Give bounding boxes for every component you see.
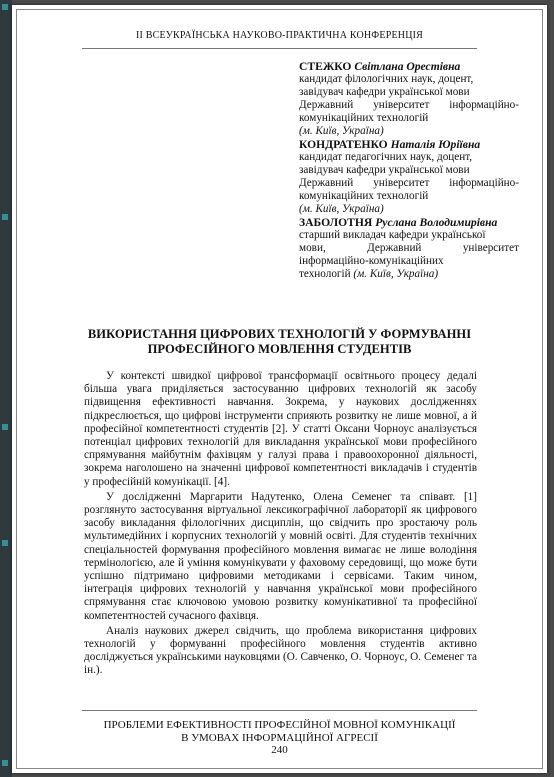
author-affiliation-line: завідувач кафедри української мови (299, 86, 470, 98)
author-affiliation-line: старший викладач кафедри української (299, 229, 486, 241)
author-affiliation-text: технологій (299, 268, 351, 280)
author-given-name: Світлана Орестівна (354, 60, 461, 73)
author-surname: ЗАБОЛОТНЯ (299, 216, 373, 229)
header-rule (82, 48, 477, 49)
strip-marker (2, 760, 8, 766)
author-affiliation-line: інформаційно-комунікаційних (299, 255, 444, 267)
author-given-name: Наталія Юріївна (390, 138, 481, 151)
author-affiliation-line (299, 268, 519, 281)
author-surname: СТЕЖКО (299, 60, 352, 73)
author-name (299, 60, 519, 73)
author-city: (м. Київ, Україна) (299, 125, 384, 137)
page-number: 240 (271, 744, 288, 756)
author-affiliation-line: кандидат філологічних наук, доцент, (299, 73, 474, 85)
running-footer (82, 719, 477, 757)
author-affiliation-line: комунікаційних технологій (299, 112, 429, 124)
article-title-line: ВИКОРИСТАННЯ ЦИФРОВИХ ТЕХНОЛОГІЙ У ФОРМУВАННІ (87, 327, 472, 341)
strip-marker (2, 540, 8, 546)
authors-block (299, 60, 519, 281)
author-affiliation-line: Державний університет інформаційно- (299, 177, 519, 189)
footer-rule (82, 710, 477, 711)
author-affiliation-line: завідувач кафедри української мови (299, 164, 470, 176)
document-page (12, 5, 547, 773)
author-affiliation-line: комунікаційних технологій (299, 190, 429, 202)
strip-marker (2, 4, 8, 10)
author-surname: КОНДРАТЕНКО (299, 138, 388, 151)
article-body (84, 370, 477, 680)
author-2 (299, 138, 519, 216)
author-affiliation-line: мови, Державний університет (299, 242, 519, 254)
window-left-strip (0, 0, 12, 777)
body-paragraph: Аналіз наукових джерел свідчить, що проблема використання цифрових технологій у формуванні професійного мовлення студентів активно досліджується українськими науковцями (О. Савченко, О. Чорноус, О. Семенег та ін.). (84, 624, 477, 677)
author-given-name: Руслана Володимирівна (375, 216, 498, 229)
author-city: (м. Київ, Україна) (353, 268, 439, 280)
author-3 (299, 216, 519, 281)
author-city: (м. Київ, Україна) (299, 203, 384, 215)
article-title-line: ПРОФЕСІЙНОГО МОВЛЕННЯ СТУДЕНТІВ (147, 342, 412, 356)
author-affiliation-line: Державний університет інформаційно- (299, 99, 519, 111)
body-paragraph: У контексті швидкої цифрової трансформації освітнього процесу дедалі більша увага приділяється застосуванню цифрових технологій як засобу підвищення ефективності навчання. Зокрема, у наукових дослідженнях підкреслюється, що цифрові інструменти сприяють розвитку не лише мовної, а й професійної компетентності студентів [2]. У статті Оксани Чорноус аналізується потенціал цифрових технологій для викладання української мови професійного спрямування майбутнім фахівцям у галузі права і правоохоронної діяльності, зокрема наголошено на значенні цифрової компетентності викладачів і студентів у професійній комунікації. [4]. (84, 370, 477, 488)
author-1 (299, 60, 519, 138)
author-affiliation-line: кандидат педагогічних наук, доцент, (299, 151, 473, 163)
author-name (299, 216, 519, 229)
footer-line: В УМОВАХ ІНФОРМАЦІЙНОЇ АГРЕСІЇ (181, 731, 378, 744)
footer-line: ПРОБЛЕМИ ЕФЕКТИВНОСТІ ПРОФЕСІЙНОЇ МОВНОЇ КОМУНІКАЦІЇ (103, 719, 456, 731)
body-paragraph: У дослідженні Маргарити Надутенко, Олена Семенег та співавт. [1] розглянуто застосування віртуальної лексикографічної лабораторії як цифрового засобу викладання філологічних дисциплін, що свідчить про зростаючу роль мультимедійних і корпусних технологій у мовній освіті. Для студентів технічних спеціальностей формування професійного мовлення вимагає не лише володіння термінологією, але й уміння комунікувати у фаховому середовищі, що може бути успішно підтримано цифровими методиками і сервісами. Таким чином, інтеграція цифрових технологій у навчання української мови професійного спрямування стає ключовою умовою розвитку комунікативної та професійної компетентностей сучасного фахівця. (84, 490, 477, 622)
running-header: II ВСЕУКРАЇНСЬКА НАУКОВО-ПРАКТИЧНА КОНФЕРЕНЦІЯ (135, 30, 424, 41)
strip-marker (2, 424, 8, 430)
strip-marker (2, 214, 8, 220)
article-title (82, 327, 477, 357)
author-name (299, 138, 519, 151)
